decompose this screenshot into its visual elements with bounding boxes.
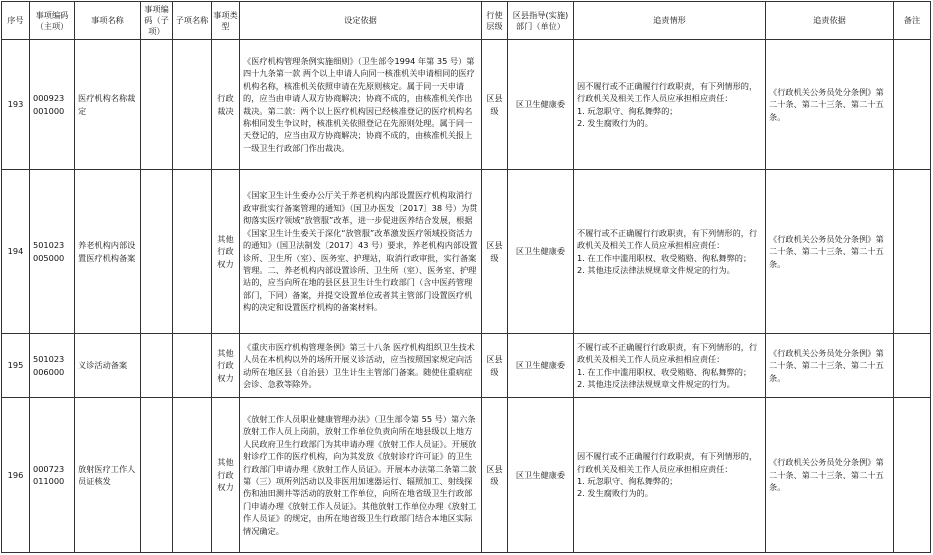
cell-dept: 区卫生健康委 [508,170,574,334]
cell-subcode [141,40,173,170]
cell-subcode [141,170,173,334]
cell-type: 行政裁决 [212,40,240,170]
cell-basis: 《医疗机构管理条例实施细则》（卫生部令1994 年第 35 号）第四十九条第一款 两个以上申请人向同一核准机关申请相同的医疗机构名称，核准机关依照申请在先原则核定。属于同一天申请的，应当由申请人双方协商解决；协商不成的，由核准机关作出裁决。第二款：两个以上医疗机构因已经核准登记的医疗机构名称相同发生争议时，核准机关依照登记在先原则处理。属于同一天登记的，应当由双方协商解决；协商不成的，由核准机关报上一级卫生行政部门作出裁决。 [240,40,482,170]
cell-subname [173,398,212,553]
cell-basis: 《国家卫生计生委办公厅关于养老机构内部设置医疗机构取消行政审批实行备案管理的通知》（国卫办医发〔2017〕38 号）为贯彻落实医疗领域“放管服”改革，进一步促进医养结合发展，根据《国家卫生计生委关于深化“放管服”改革激发医疗领域投资活力的通知》（国卫法制发〔2017〕43 号）要求，养老机构内部设置诊所、卫生所（室）、医务室、护理站，取消行政审批，实行备案管理。二、养老机构内部设置诊所、卫生所（室）、医务室、护理站的，应当向所在地的县区县卫生计生行政部门（含中医药管理部门，下同）备案，并提交设置单位或者其主管部门设置医疗机构的决定和设置医疗机构的备案材料。 [240,170,482,334]
header-subname: 子项名称 [173,2,212,40]
cell-level: 区县级 [482,40,508,170]
cell-level: 区县级 [482,170,508,334]
header-basis: 设定依据 [240,2,482,40]
cell-type: 其他行政权力 [212,398,240,553]
cell-code: 501023 005000 [30,170,75,334]
cell-type: 其他行政权力 [212,170,240,334]
cell-accountability-basis: 《行政机关公务员处分条例》第二十条、第二十三条、第二十五条。 [766,40,894,170]
cell-remarks [894,334,931,398]
cell-remarks [894,170,931,334]
cell-remarks [894,40,931,170]
cell-subcode [141,398,173,553]
cell-subname [173,40,212,170]
cell-seq: 194 [2,170,30,334]
cell-level: 区县级 [482,398,508,553]
cell-basis: 《放射工作人员职业健康管理办法》（卫生部令第 55 号）第六条 放射工作人员上岗前，放射工作单位负责向所在地县级以上地方人民政府卫生行政部门为其申请办理《放射工作人员证》。开展放射诊疗工作的医疗机构，向为其发放《放射诊疗许可证》的卫生行政部门申请办理《放射工作人员证》。开展本办法第二条第二款第（三）项所列活动以及非医用加速器运行、辐照加工、射线探伤和油田测井等活动的放射工作单位，向所在地省级卫生行政部门申请办理《放射工作人员证》。其他放射工作单位办理《放射工作人员证》的规定，由所在地省级卫生行政部门结合本地区实际情况确定。 [240,398,482,553]
cell-accountability-basis: 《行政机关公务员处分条例》第二十条、第二十三条、第二十五条。 [766,398,894,553]
matters-table [1,1,931,553]
cell-accountability-basis: 《行政机关公务员处分条例》第二十条、第二十三条、第二十五条。 [766,334,894,398]
cell-seq: 195 [2,334,30,398]
header-accountability-basis: 追责依据 [766,2,894,40]
cell-remarks [894,398,931,553]
table-row [2,398,931,553]
table-row [2,170,931,334]
cell-seq: 193 [2,40,30,170]
cell-code: 501023 006000 [30,334,75,398]
header-row [2,2,931,40]
header-dept: 区县指导(实施)部门（单位） [508,2,574,40]
cell-name: 放射医疗工作人员证核发 [75,398,141,553]
cell-code: 000723 011000 [30,398,75,553]
cell-accountability: 因不履行或不正确履行行政职责，有下列情形的，行政机关及相关工作人员应承担相应责任： 1. 玩忽职守、徇私舞弊的； 2. 发生腐败行为的。 [574,40,766,170]
header-name: 事项名称 [75,2,141,40]
header-code: 事项编码（主项） [30,2,75,40]
header-accountability: 追责情形 [574,2,766,40]
cell-name: 医疗机构名称裁定 [75,40,141,170]
table-row [2,40,931,170]
cell-dept: 区卫生健康委 [508,398,574,553]
header-type: 事项类型 [212,2,240,40]
cell-name: 义诊活动备案 [75,334,141,398]
cell-basis: 《重庆市医疗机构管理条例》第三十八条 医疗机构组织卫生技术人员在本机构以外的场所开展义诊活动，应当按照国家规定向活动所在地区县（自治县）卫生计生主管部门备案。随使住重病症会诊、急救等除外。 [240,334,482,398]
cell-accountability-basis: 《行政机关公务员处分条例》第二十条、第二十三条、第二十五条。 [766,170,894,334]
cell-subname [173,334,212,398]
cell-type: 其他行政权力 [212,334,240,398]
cell-accountability: 不履行或不正确履行行政职责，有下列情形的，行政机关及相关工作人员应承担相应责任： 1. 在工作中滥用职权、收受贿赂、徇私舞弊的； 2. 其他违反法律法规规章文件规定的行为。 [574,334,766,398]
cell-level: 区县级 [482,334,508,398]
header-remarks: 备注 [894,2,931,40]
cell-seq: 196 [2,398,30,553]
header-seq: 序号 [2,2,30,40]
cell-code: 000923 001000 [30,40,75,170]
table-row [2,334,931,398]
cell-dept: 区卫生健康委 [508,334,574,398]
header-level: 行使层级 [482,2,508,40]
cell-dept: 区卫生健康委 [508,40,574,170]
cell-accountability: 不履行或不正确履行行政职责，有下列情形的，行政机关及相关工作人员应承担相应责任： 1. 在工作中滥用职权、收受贿赂、徇私舞弊的； 2. 其他违反法律法规规章文件规定的行为。 [574,170,766,334]
cell-subname [173,170,212,334]
cell-subcode [141,334,173,398]
cell-name: 养老机构内部设置医疗机构备案 [75,170,141,334]
header-subcode: 事项编码（子项） [141,2,173,40]
cell-accountability: 因不履行或不正确履行行政职责，有下列情形的，行政机关及相关工作人员应承担相应责任： 1. 玩忽职守、徇私舞弊的； 2. 发生腐败行为的。 [574,398,766,553]
